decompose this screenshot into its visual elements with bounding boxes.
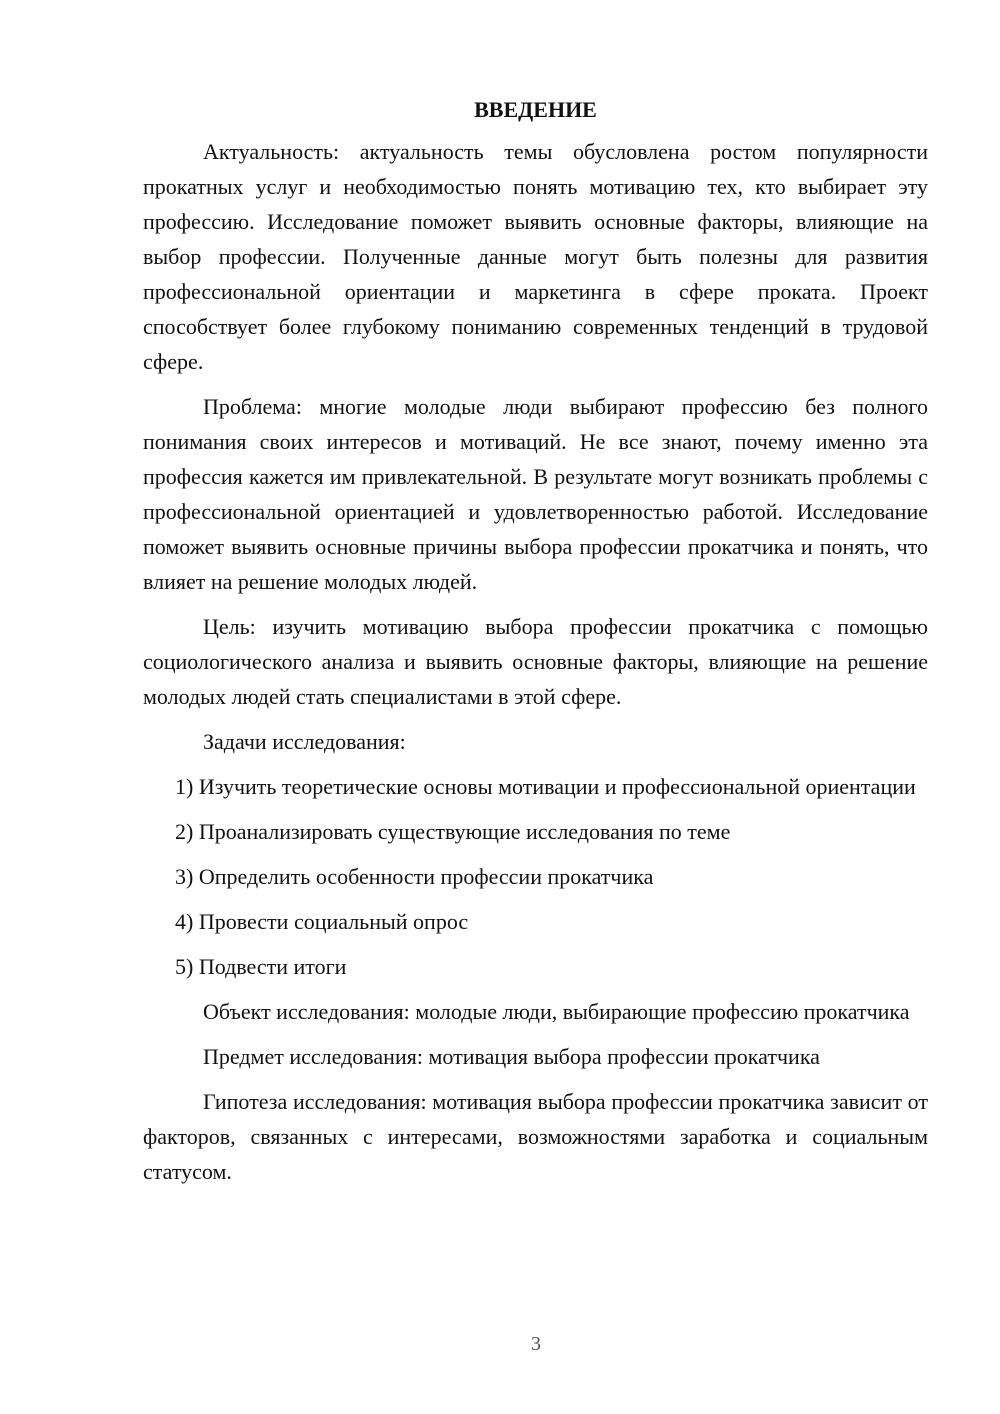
paragraph-object: Объект исследования: молодые люди, выбирающие профессию прокатчика <box>203 999 910 1024</box>
task-item-3: 3) Определить особенности профессии прокатчика <box>175 864 654 889</box>
task-item-2: 2) Проанализировать существующие исследования по теме <box>175 819 731 844</box>
page-number: 3 <box>531 1333 541 1355</box>
paragraph-goal: Цель: изучить мотивацию выбора профессии прокатчика с помощью социологического анализа и выявить основные факторы, влияющие на решение молодых людей стать специалистами в этой сфере. <box>143 614 928 709</box>
task-item-1: 1) Изучить теоретические основы мотивации и профессиональной ориентации <box>175 774 916 799</box>
tasks-heading: Задачи исследования: <box>203 729 406 754</box>
paragraph-relevance: Актуальность: актуальность темы обусловлена ростом популярности прокатных услуг и необходимостью понять мотивацию тех, кто выбирает эту профессию. Исследование поможет выявить основные факторы, влияющие на выбор профессии. Полученные данные могут быть полезны для развития профессиональной ориентации и маркетинга в сфере проката. Проект способствует более глубокому пониманию современных тенденций в трудовой сфере. <box>143 139 928 374</box>
paragraph-subject: Предмет исследования: мотивация выбора профессии прокатчика <box>203 1044 820 1069</box>
page-title: ВВЕДЕНИЕ <box>474 97 597 122</box>
task-item-5: 5) Подвести итоги <box>175 954 347 979</box>
paragraph-problem: Проблема: многие молодые люди выбирают профессию без полного понимания своих интересов и мотиваций. Не все знают, почему именно эта профессия кажется им привлекательной. В результате могут возникать проблемы с профессиональной ориентацией и удовлетворенностью работой. Исследование поможет выявить основные причины выбора профессии прокатчика и понять, что влияет на решение молодых людей. <box>143 394 928 594</box>
task-item-4: 4) Провести социальный опрос <box>175 909 469 934</box>
page-content <box>143 90 928 1189</box>
paragraph-hypothesis: Гипотеза исследования: мотивация выбора профессии прокатчика зависит от факторов, связанных с интересами, возможностями заработка и социальным статусом. <box>143 1089 928 1184</box>
